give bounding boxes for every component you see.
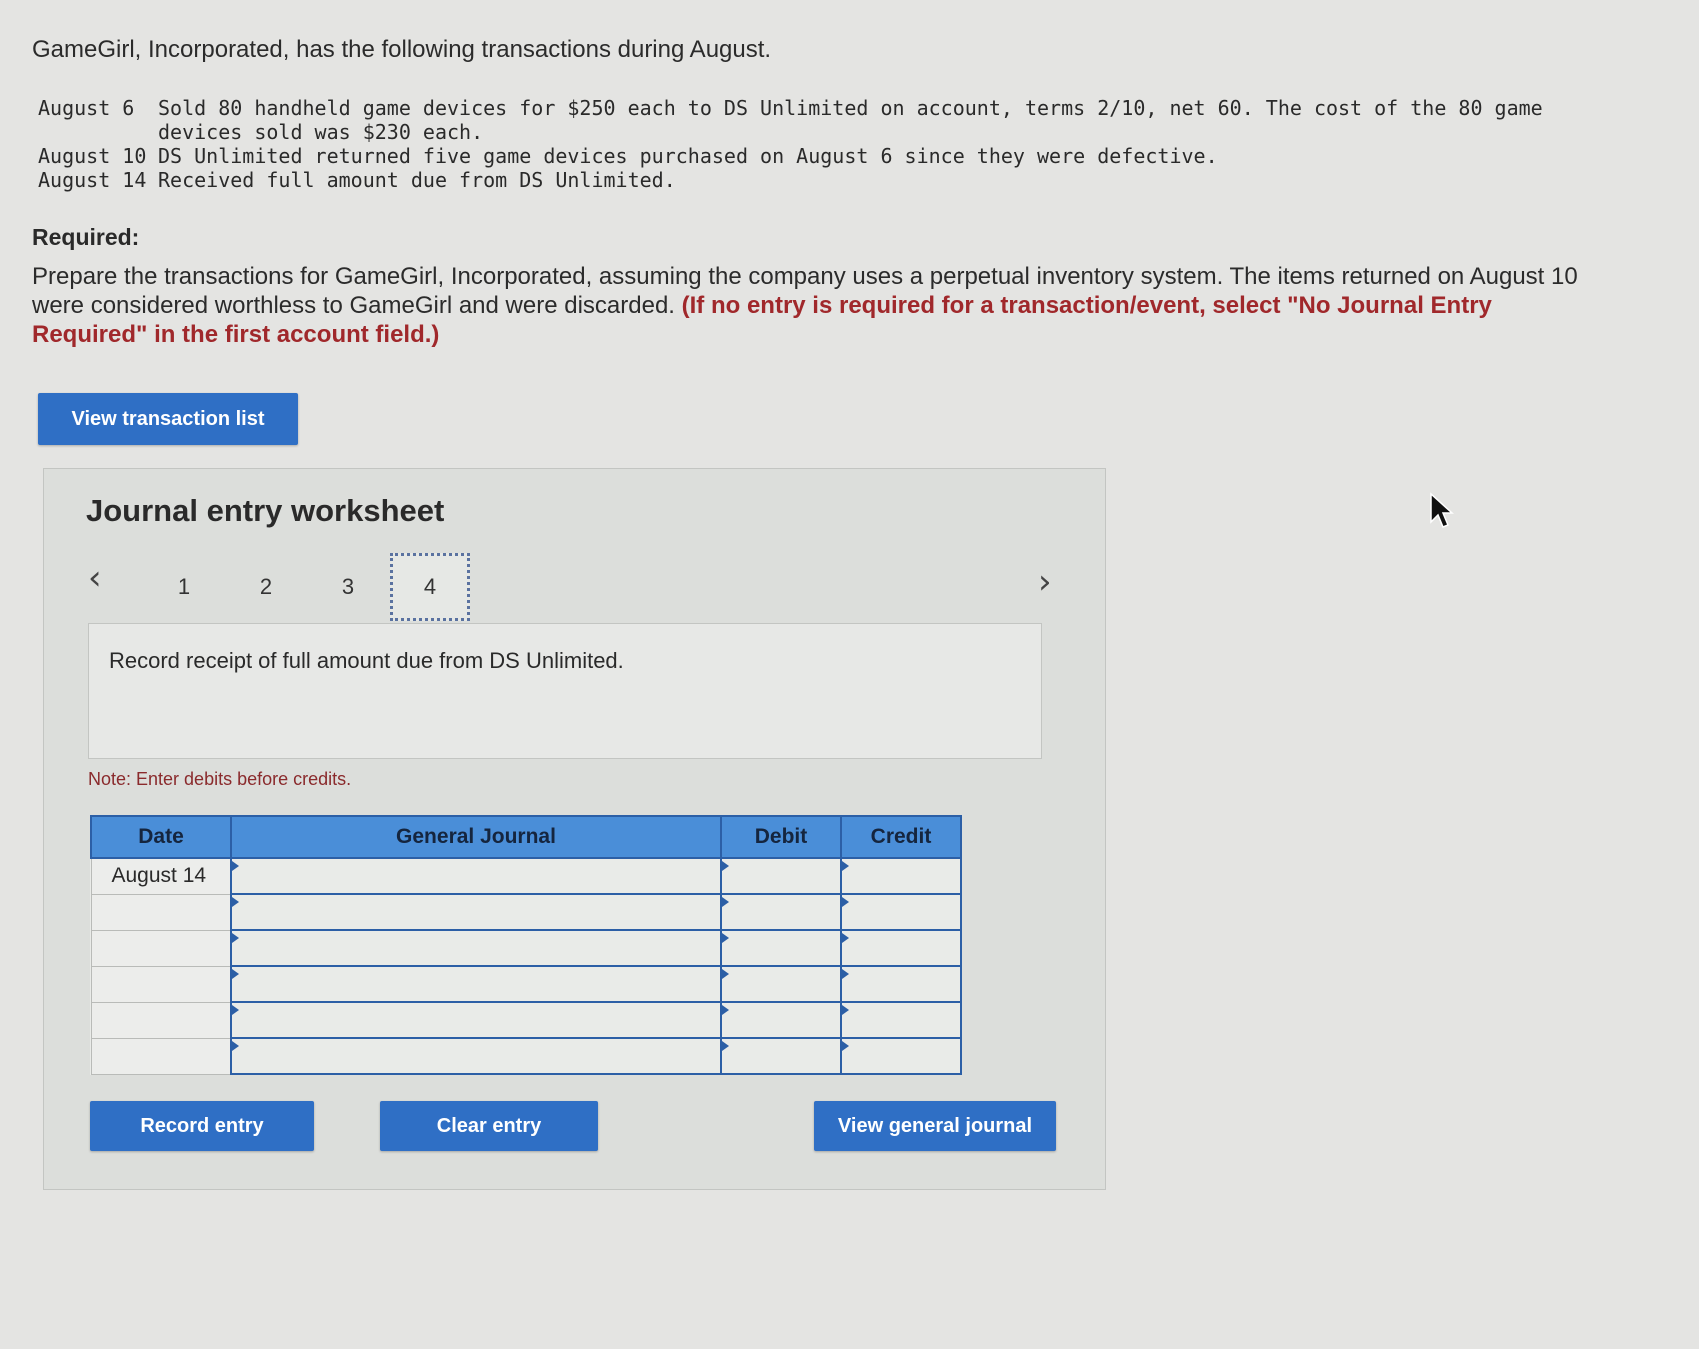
transaction-text: Sold 80 handheld game devices for $250 each to DS Unlimited on account, terms 2/10, net 60. The cost of the 80 game devices sold was $230 each. — [158, 96, 1543, 144]
step-tab-4[interactable]: 4 — [390, 553, 470, 621]
transaction-date: August 10 — [38, 144, 147, 168]
debit-input[interactable] — [721, 858, 841, 894]
debit-input[interactable] — [721, 966, 841, 1002]
column-header-date: Date — [91, 816, 231, 858]
required-title: Required: — [32, 224, 140, 250]
table-row — [91, 858, 961, 894]
account-input[interactable] — [231, 966, 721, 1002]
table-row — [91, 1002, 961, 1038]
step-tab-2[interactable]: 2 — [259, 574, 273, 599]
transaction-date: August 6 — [38, 96, 135, 120]
transaction-row — [38, 168, 1598, 192]
clear-entry-button[interactable]: Clear entry — [380, 1101, 598, 1151]
journal-entry-worksheet — [43, 468, 1106, 1190]
date-cell — [91, 966, 231, 1002]
transaction-list — [38, 96, 1598, 192]
table-row — [91, 894, 961, 930]
transaction-row — [38, 96, 1598, 144]
debit-input[interactable] — [721, 894, 841, 930]
account-input[interactable] — [231, 1038, 721, 1074]
step-tab-1[interactable]: 1 — [177, 574, 191, 599]
transaction-date: August 14 — [38, 168, 147, 192]
journal-table — [90, 815, 962, 1075]
date-cell: August 14 — [91, 858, 231, 894]
column-header-debit: Debit — [721, 816, 841, 858]
date-cell — [91, 1038, 231, 1074]
record-entry-button[interactable]: Record entry — [90, 1101, 314, 1151]
chevron-left-icon[interactable]: ‹ — [88, 558, 102, 598]
problem-intro: GameGirl, Incorporated, has the following transactions during August. — [32, 36, 772, 63]
required-instructions — [32, 262, 1592, 349]
credit-input[interactable] — [841, 966, 961, 1002]
debit-input[interactable] — [721, 1002, 841, 1038]
column-header-credit: Credit — [841, 816, 961, 858]
debit-credit-note: Note: Enter debits before credits. — [88, 769, 352, 789]
step-tab-3[interactable]: 3 — [341, 574, 355, 599]
table-row — [91, 966, 961, 1002]
journal-table-header — [91, 816, 961, 858]
view-transaction-list-button[interactable]: View transaction list — [38, 393, 298, 445]
account-input[interactable] — [231, 894, 721, 930]
table-row — [91, 1038, 961, 1074]
transaction-row — [38, 144, 1598, 168]
transaction-text: DS Unlimited returned five game devices purchased on August 6 since they were defective. — [158, 144, 1218, 168]
date-cell — [91, 930, 231, 966]
account-input[interactable] — [231, 930, 721, 966]
account-input[interactable] — [231, 858, 721, 894]
debit-input[interactable] — [721, 930, 841, 966]
worksheet-title: Journal entry worksheet — [86, 493, 445, 528]
column-header-general-journal: General Journal — [231, 816, 721, 858]
credit-input[interactable] — [841, 858, 961, 894]
credit-input[interactable] — [841, 930, 961, 966]
credit-input[interactable] — [841, 1002, 961, 1038]
required-emphasis: (If no entry is required for a transaction/event, select "No Journal Entry Required" in the first account field.) — [32, 292, 1492, 348]
debit-input[interactable] — [721, 1038, 841, 1074]
chevron-right-icon[interactable]: › — [1038, 562, 1052, 602]
date-cell — [91, 894, 231, 930]
table-row — [91, 930, 961, 966]
transaction-text: Received full amount due from DS Unlimited. — [158, 168, 676, 192]
entry-description: Record receipt of full amount due from DS Unlimited. — [109, 648, 624, 673]
date-cell — [91, 1002, 231, 1038]
credit-input[interactable] — [841, 1038, 961, 1074]
entry-description-box — [88, 623, 1042, 759]
view-general-journal-button[interactable]: View general journal — [814, 1101, 1056, 1151]
account-input[interactable] — [231, 1002, 721, 1038]
credit-input[interactable] — [841, 894, 961, 930]
required-body-text: Prepare the transactions for GameGirl, Incorporated, assuming the company uses a perpetual inventory system. The items returned on August 10 were considered worthless to GameGirl and were discarded. — [32, 263, 1578, 319]
mouse-pointer-icon — [1429, 492, 1455, 530]
